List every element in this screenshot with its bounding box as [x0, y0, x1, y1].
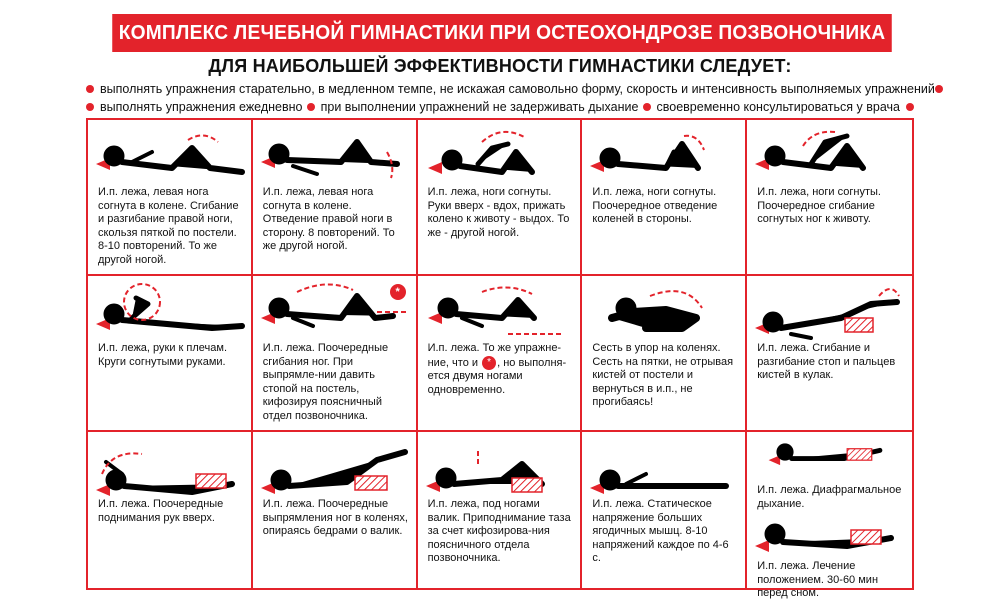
asterisk-marker-icon: *	[482, 356, 496, 370]
page-subtitle: ДЛЯ НАИБОЛЬШЕЙ ЭФФЕКТИВНОСТИ ГИМНАСТИКИ СЛЕДУЕТ:	[208, 56, 792, 76]
exercise-illustration-icon	[751, 122, 909, 188]
tips-row-2	[86, 98, 914, 116]
exercise-card	[88, 432, 253, 588]
tips-list	[86, 80, 935, 116]
exercise-card	[88, 120, 253, 276]
exercise-illustration-icon	[586, 278, 744, 344]
exercise-illustration-icon	[92, 278, 250, 344]
exercise-card	[253, 276, 418, 432]
bullet-icon	[86, 103, 94, 111]
exercise-illustration-icon	[751, 434, 909, 488]
exercise-illustration-icon	[92, 122, 250, 188]
bullet-icon	[307, 103, 315, 111]
exercise-illustration-icon	[422, 278, 580, 344]
tip-item: выполнять упражнения ежедневно	[86, 100, 303, 114]
exercise-card	[88, 276, 253, 432]
exercise-card	[418, 432, 583, 588]
tip-item: при выполнении упражнений не задерживать дыхание	[307, 100, 639, 114]
exercise-text: И.п. лежа. Лечение положением. 30-60 мин перед сном.	[757, 560, 879, 600]
exercise-illustration-icon	[586, 434, 744, 500]
exercise-text: И.п. лежа. Сгибание и разгибание стоп и пальцев кистей в кулак.	[757, 342, 896, 382]
exercise-illustration-icon	[257, 278, 415, 344]
exercise-text: И.п. лежа, левая нога согнута в колене. Сгибание и разгибание правой ноги, скользя пяткой по постели. 8-10 повторений. То же другой ногой.	[98, 186, 239, 266]
exercise-text: И.п. лежа. Поочередные выпрямления ног в коленях, опираясь бедрами о валик.	[262, 498, 408, 538]
exercise-card	[747, 432, 912, 600]
exercise-text: И.п. лежа. То же упражне-ние, что и * , но выполня-ется двумя ногами одновременно.	[427, 342, 567, 396]
exercise-text: Сесть в упор на коленях. Сесть на пятки, не отрывая кистей от постели и вернуться в и.п., не прогибаясь!	[592, 342, 734, 409]
exercise-card	[747, 120, 912, 276]
exercise-text: И.п. лежа. Поочередные сгибания ног. При выпрямле-нии давить стопой на постель, кифозируя поясничный отдел позвоночника.	[262, 342, 389, 422]
exercise-card	[253, 120, 418, 276]
exercise-card	[747, 276, 912, 432]
exercise-text: И.п. лежа. Поочередные поднимания рук вверх.	[98, 498, 224, 524]
exercise-illustration-icon	[257, 434, 415, 500]
exercise-text: И.п. лежа. Диафрагмальное дыхание.	[757, 484, 902, 510]
exercise-card	[418, 276, 583, 432]
exercise-text: И.п. лежа, руки к плечам. Круги согнутыми руками.	[98, 342, 228, 368]
asterisk-badge-icon: *	[390, 284, 406, 300]
exercise-illustration-icon	[257, 122, 415, 188]
exercise-text: И.п. лежа. Статическое напряжение больших ягодичных мышц. 8-10 напряжений каждое по 4-6 с.	[592, 498, 729, 565]
exercise-card	[418, 120, 583, 276]
exercise-illustration-icon	[751, 278, 909, 344]
page-title: КОМПЛЕКС ЛЕЧЕБНОЙ ГИМНАСТИКИ ПРИ ОСТЕОХОНДРОЗЕ ПОЗВОНОЧНИКА	[112, 14, 892, 52]
exercise-text: И.п. лежа, левая нога согнута в колене. Отведение правой ноги в сторону. 8 повторений. То же другой ногой.	[262, 186, 395, 253]
exercise-text: И.п. лежа, под ногами валик. Приподнимание таза за счет кифозирова-ния поясничного отдела позвоночника.	[427, 498, 571, 565]
exercise-illustration-icon	[92, 434, 250, 500]
exercise-card	[582, 276, 747, 432]
exercise-card	[253, 432, 418, 588]
exercise-text: И.п. лежа, ноги согнуты. Поочередное отведение коленей в стороны.	[592, 186, 718, 226]
exercise-illustration-icon	[422, 122, 580, 188]
bullet-icon	[643, 103, 651, 111]
bullet-icon	[906, 103, 914, 111]
exercise-illustration-icon	[586, 122, 744, 188]
exercise-text: И.п. лежа, ноги согнуты. Поочередное сгибание согнутых ног к животу.	[757, 186, 881, 226]
exercise-grid	[86, 118, 914, 600]
tip-item: своевременно консультироваться у врача	[643, 100, 914, 114]
bullet-icon	[86, 85, 94, 93]
exercise-card	[582, 432, 747, 588]
tip-item: выполнять упражнения старательно, в медленном темпе, не искажая самовольно форму, скорость и интенсивность выполняемых упражнений	[100, 82, 935, 96]
exercise-card	[582, 120, 747, 276]
exercise-text: И.п. лежа, ноги согнуты. Руки вверх - вдох, прижать колено к животу - выдох. То же - другой ногой.	[427, 186, 570, 239]
exercise-illustration-icon	[751, 516, 909, 560]
bullet-icon	[935, 85, 943, 93]
exercise-illustration-icon	[422, 434, 580, 500]
tips-row-1	[86, 80, 935, 98]
